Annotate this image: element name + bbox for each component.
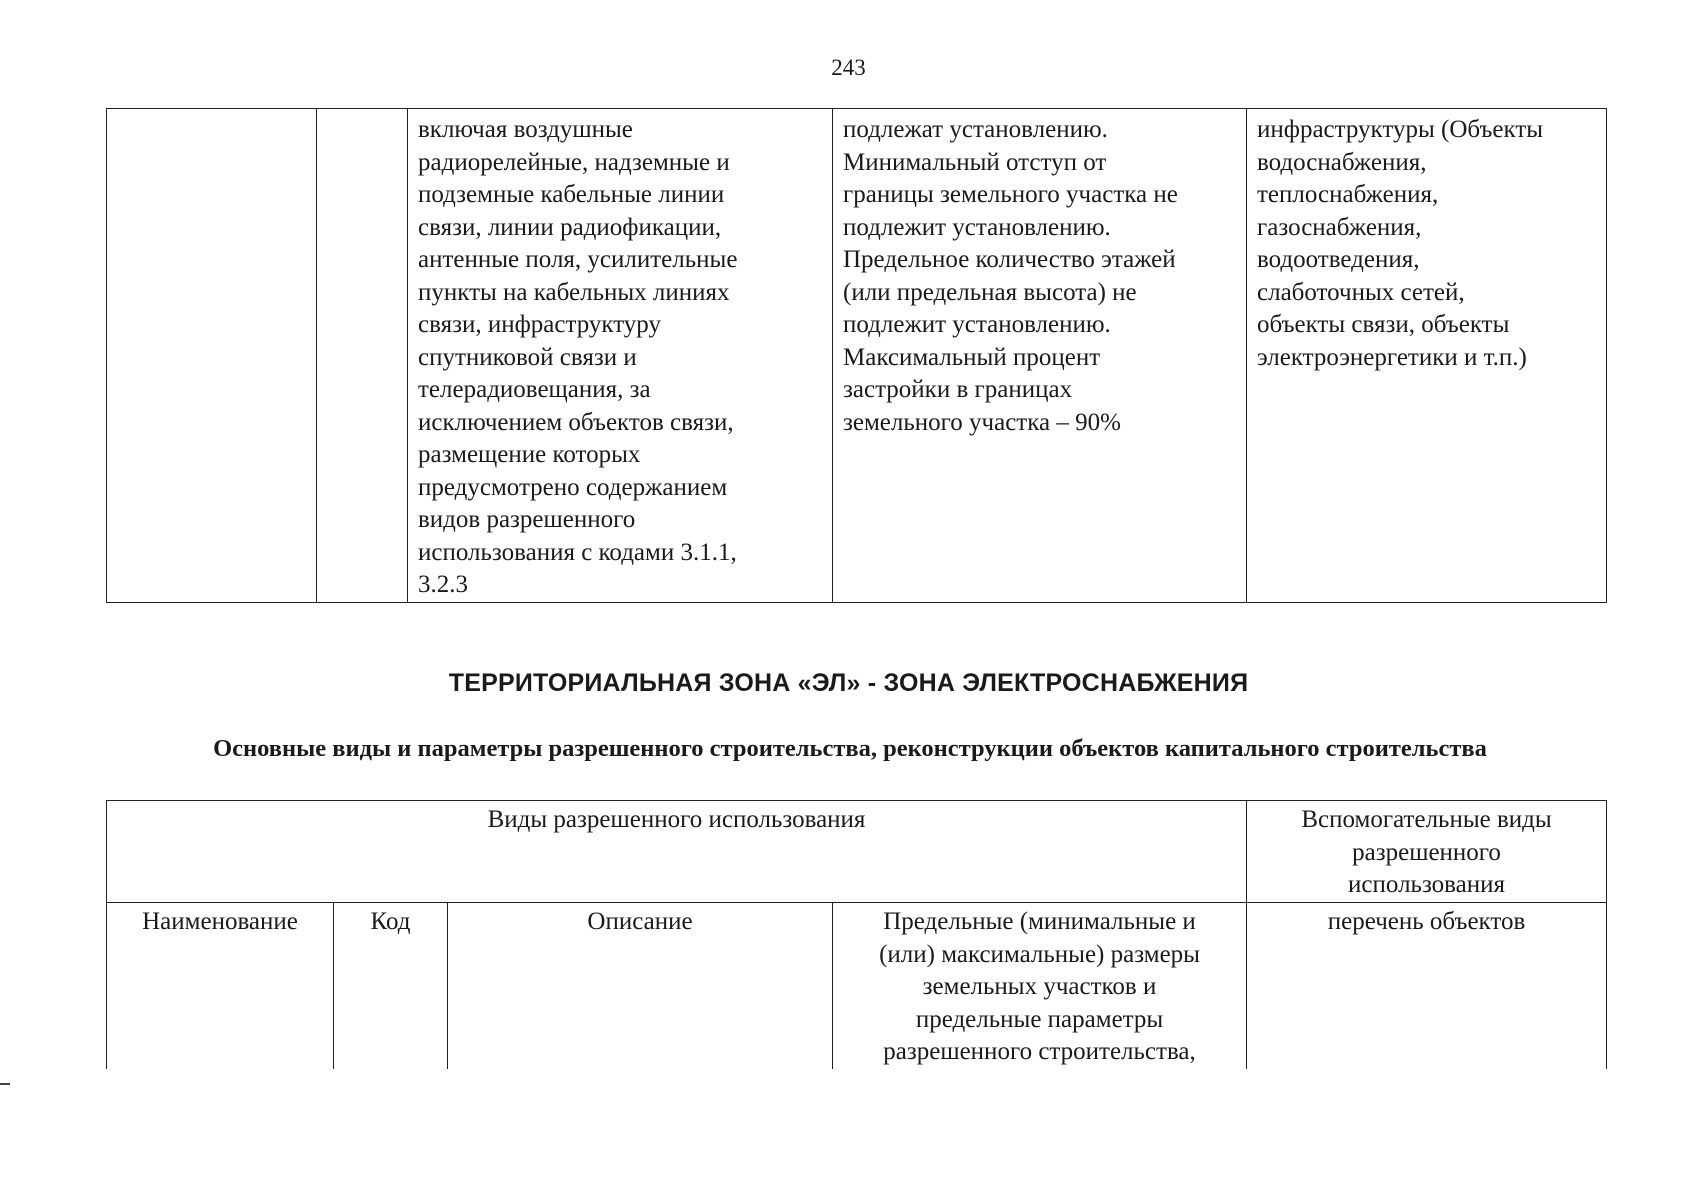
zone-title: ТЕРРИТОРИАЛЬНАЯ ЗОНА «ЭЛ» - ЗОНА ЭЛЕКТРОСНАБЖЕНИЯ: [448, 669, 1249, 697]
col-name-cell: [107, 903, 334, 1069]
group-header-cell: [107, 801, 1247, 903]
section-subtitle: Основные виды и параметры разрешенного строительства, реконструкции объектов капитального строительства: [213, 735, 1487, 762]
col-name-header: Наименование: [142, 908, 298, 935]
limits-cell: [833, 109, 1247, 603]
table-header-row: [107, 801, 1607, 903]
col-objects-header: перечень объектов: [1327, 908, 1526, 935]
col-code-cell: [334, 903, 448, 1069]
description-text: включая воздушные радиорелейные, надземные и подземные кабельные линии связи, линии радиофикации, антенные поля, усилительные пункты на кабельных линиях связи, инфраструктуру спутниковой связи и телерадиовещания, за исключением объектов связи, размещение которых предусмотрено содержанием видов разрешенного использования с кодами 3.1.1, 3.2.3: [418, 116, 738, 598]
name-cell: [107, 109, 317, 603]
group-header: Виды разрешенного использования: [487, 806, 866, 833]
col-limits-cell: [833, 903, 1247, 1069]
column-header-row: [107, 903, 1607, 1069]
zone-table: [106, 800, 1607, 1069]
auxiliary-text: инфраструктуры (Объекты водоснабжения, теплоснабжения, газоснабжения, водоотведения, слаботочных сетей, объекты связи, объекты электроэнергетики и т.п.): [1257, 116, 1544, 371]
continued-table: [106, 108, 1607, 603]
col-limits-header: Предельные (минимальные и (или) максимальные) размеры земельных участков и предельные параметры разрешенного строительства,: [879, 908, 1200, 1065]
limits-text: подлежат установлению. Минимальный отступ от границы земельного участка не подлежит установлению. Предельное количество этажей (или предельная высота) не подлежит установлению. Максимальный процент застройки в границах земельного участка – 90%: [843, 116, 1178, 436]
description-cell: [408, 109, 833, 603]
col-code-header: Код: [370, 908, 411, 935]
aux-header: Вспомогательные виды разрешенного использования: [1301, 806, 1552, 898]
page-number: 243: [831, 55, 866, 80]
margin-mark: [0, 1083, 10, 1085]
code-cell: [317, 109, 408, 603]
col-description-header: Описание: [587, 908, 693, 935]
aux-header-cell: [1247, 801, 1607, 903]
table-row: [107, 109, 1607, 603]
auxiliary-cell: [1247, 109, 1607, 603]
col-description-cell: [448, 903, 833, 1069]
col-objects-cell: [1247, 903, 1607, 1069]
